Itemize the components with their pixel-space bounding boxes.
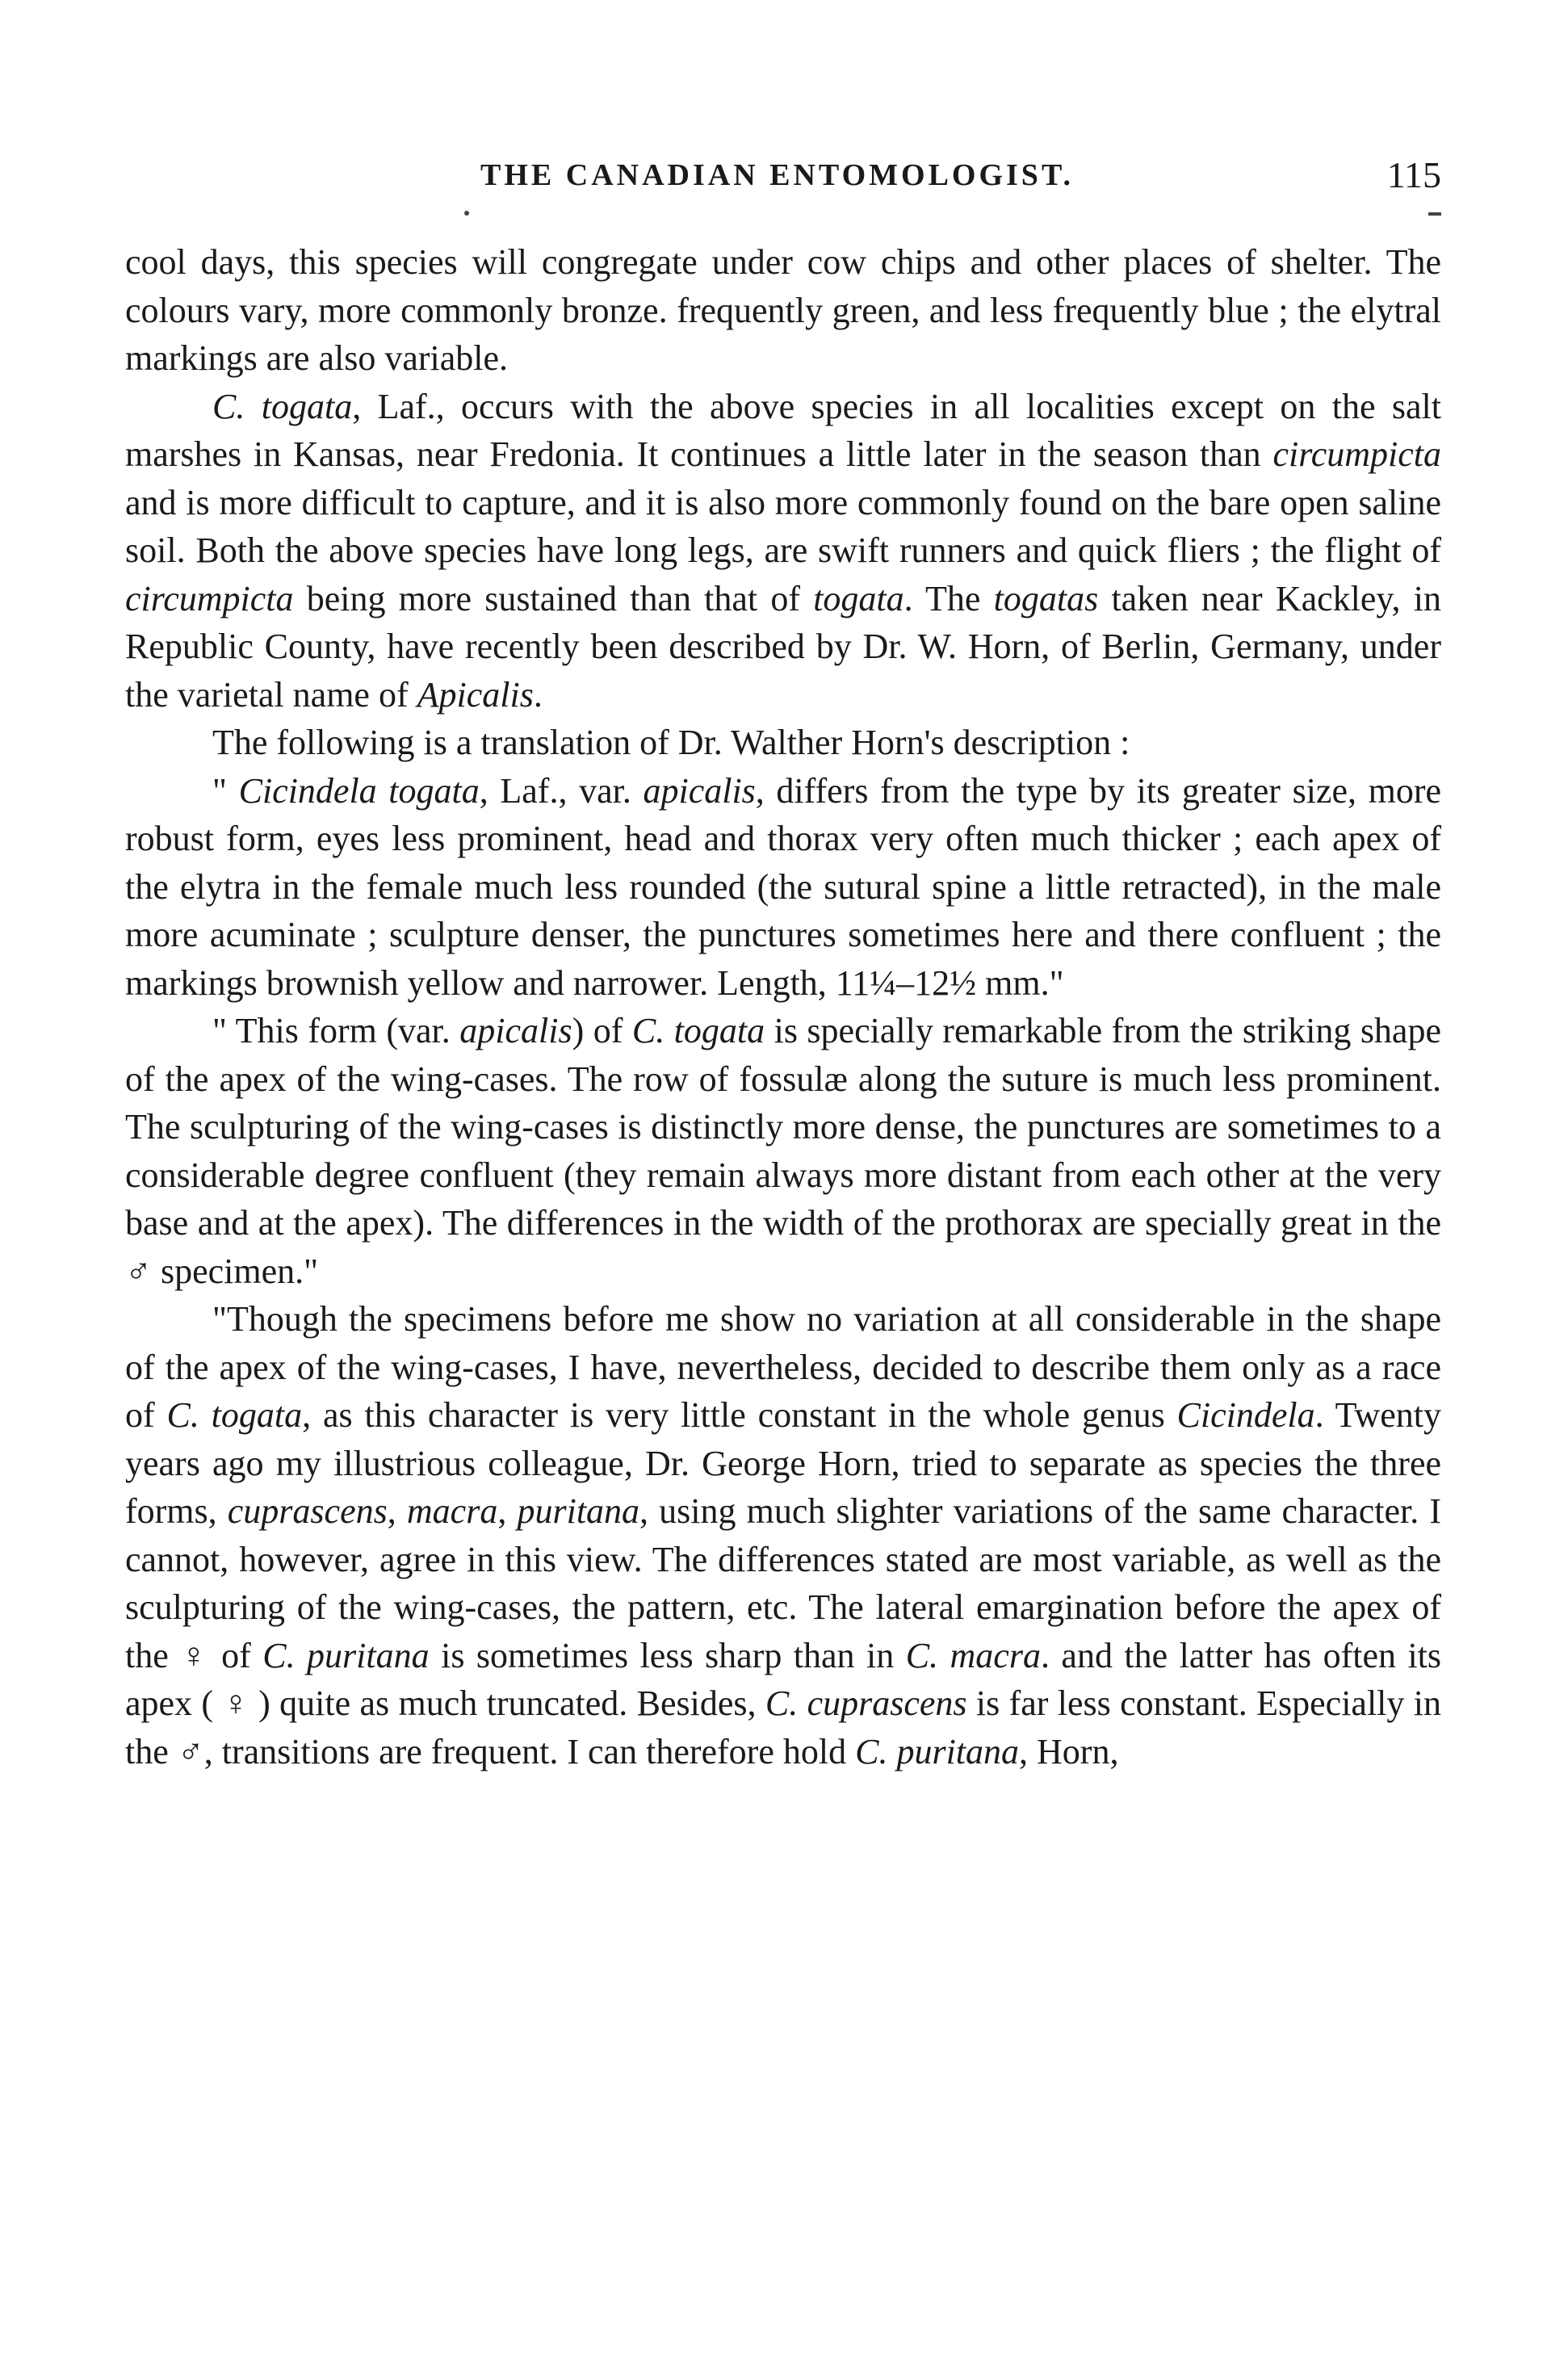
italic-text: puritana (517, 1491, 640, 1531)
italic-text: C. togata (631, 1011, 765, 1050)
text-run: , Laf., occurs with the above species in all localities except on the salt marshes in Kansas, near Fredonia. It continues a little later in the season than (125, 386, 1442, 474)
text-run: . Twenty years ago my illustrious colleague, Dr. George Horn, tried to separate as species the three forms, (125, 1395, 1442, 1531)
text-run: " (212, 770, 239, 811)
paragraph (125, 238, 1441, 383)
text-run: . (533, 674, 543, 715)
text-run: The following is a translation of Dr. Walther Horn's description : (212, 723, 1130, 762)
running-title: THE CANADIAN ENTOMOLOGIST. (480, 158, 1074, 192)
italic-text: circumpicta (1272, 434, 1441, 474)
italic-text: C. puritana (262, 1635, 430, 1675)
italic-text: Apicalis (417, 674, 534, 715)
print-dash (1428, 212, 1441, 216)
italic-text: C. togata (212, 386, 353, 426)
text-run: is sometimes less sharp than in (429, 1635, 906, 1675)
text-run: cool days, this species will congregate under cow chips and other places of shelter. The colours vary, more commonly bronze. frequently green, and less frequently blue ; the elytral markings are also variable. (125, 242, 1441, 378)
text-run: is specially remarkable from the striking shape of the apex of the wing-cases. The row of fossulæ along the suture is much less prominent. The sculpturing of the wing-cases is distinctly more dense, the punctures are sometimes to a considerable degree confluent (they remain always more distant from each other at the very base and at the apex). The differences in the width of the prothorax are specially great in the ♂ specimen." (125, 1011, 1441, 1291)
italic-text: apicalis (459, 1011, 572, 1050)
text-run: , using much slighter variations of the same character. I cannot, however, agree in this view. The differences stated are most variable, as well as the sculpturing of the wing-cases, the pattern, etc. The lateral emargination before the apex of the ♀ of (125, 1491, 1442, 1675)
italic-text: circumpicta (125, 578, 294, 618)
text-run: " This form (var. (212, 1011, 460, 1050)
italic-text: togata (813, 578, 904, 618)
paragraph (125, 767, 1441, 1008)
text-run: . and the latter has often its apex ( ♀ ) quite as much truncated. Besides, (125, 1635, 1442, 1723)
paragraph (125, 1295, 1441, 1776)
text-run: taken near Kackley, in Republic County, have recently been described by Dr. W. Horn, of Berlin, Germany, under the varietal name of (125, 578, 1441, 715)
text-run: is far less constant. Especially in the ♂, transitions are frequent. I can therefore hold (125, 1683, 1441, 1771)
body-text (125, 238, 1441, 1776)
text-run: , Laf., var. (479, 770, 644, 811)
paragraph (125, 1007, 1441, 1295)
text-run: , (497, 1491, 518, 1531)
text-run: ) of (572, 1011, 632, 1050)
italic-text: togatas (993, 578, 1099, 618)
paragraph (125, 383, 1441, 719)
text-run: , Horn, (1019, 1731, 1119, 1771)
paragraph (125, 719, 1441, 767)
page (125, 149, 1441, 1776)
text-run: , (387, 1491, 407, 1531)
italic-text: C. togata (166, 1395, 303, 1435)
text-run: . The (903, 578, 994, 618)
italic-text: C. macra (905, 1635, 1041, 1675)
page-header (125, 149, 1441, 206)
text-run: being more sustained than that of (293, 578, 814, 618)
print-marks (125, 206, 1441, 238)
italic-text: Cicindela togata (238, 770, 480, 811)
text-run: , differs from the type by its greater size, more robust form, eyes less prominent, head and thorax very often much thicker ; each apex of the elytra in the female much less rounded (the sutural spine a little retracted), in the male more acuminate ; sculpture denser, the punctures sometimes here and there confluent ; the markings brownish yellow and narrower. Length, 11¼–12½ mm." (125, 770, 1442, 1003)
text-run: and is more difficult to capture, and it is also more commonly found on the bare open saline soil. Both the above species have long legs, are swift runners and quick fliers ; the flight of (125, 482, 1441, 570)
page-number: 115 (1386, 154, 1441, 195)
print-dot (464, 211, 469, 216)
italic-text: cuprascens (227, 1491, 388, 1531)
text-run: , as this character is very little constant in the whole genus (302, 1395, 1177, 1435)
text-run: "Though the specimens before me show no variation at all considerable in the shape of the apex of the wing-cases, I have, nevertheless, decided to describe them only as a race of (125, 1299, 1441, 1435)
italic-text: apicalis (643, 770, 756, 811)
italic-text: C. puritana (855, 1731, 1020, 1771)
italic-text: macra (406, 1491, 498, 1531)
italic-text: C. cuprascens (765, 1683, 967, 1723)
italic-text: Cicindela (1176, 1395, 1315, 1435)
